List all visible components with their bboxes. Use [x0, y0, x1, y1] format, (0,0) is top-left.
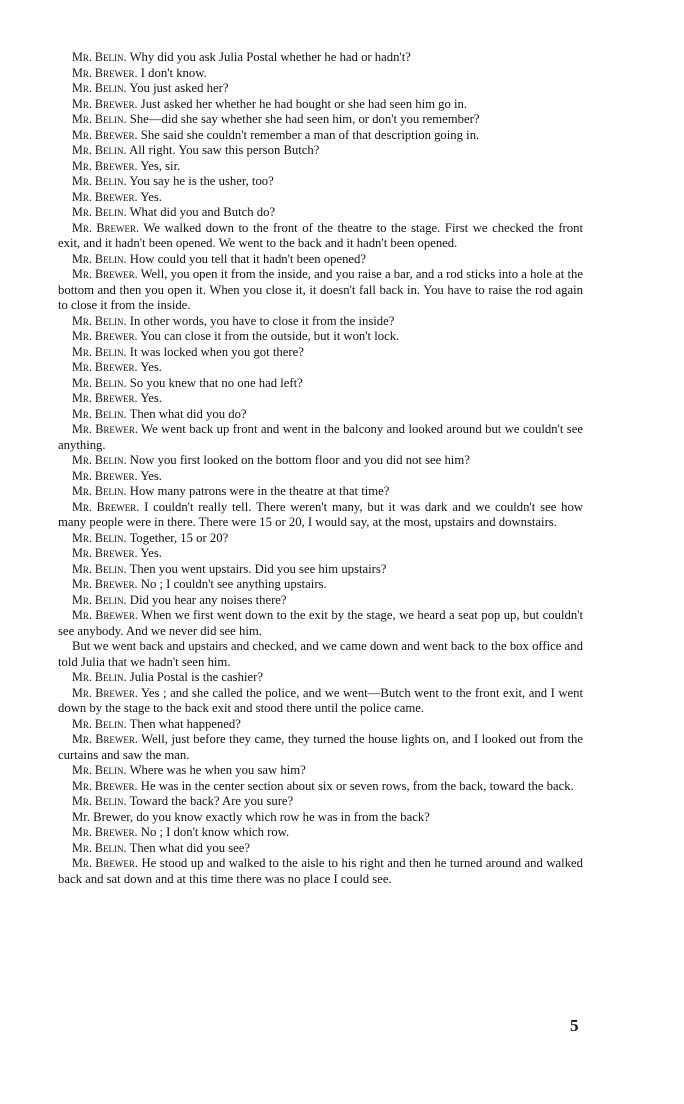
speaker-name: Mr. Brewer. [72, 856, 138, 870]
speaker-name: Mr. Brewer. [72, 391, 138, 405]
testimony-paragraph [58, 221, 583, 252]
paragraph-text: He was in the center section about six or seven rows, from the back, toward the back. [140, 778, 574, 793]
testimony-paragraph [58, 825, 583, 841]
speaker-name: Mr. Belin. [72, 81, 127, 95]
speaker-name: Mr. Brewer. [72, 468, 138, 483]
speaker-name: Mr. Belin. [72, 205, 127, 219]
paragraph-text: All right. You saw this person Butch? [129, 143, 320, 157]
testimony-paragraph [58, 639, 583, 670]
paragraph-text: Just asked her whether he had bought or she had seen him go in. [140, 96, 468, 111]
speaker-name: Mr. Belin. [72, 530, 127, 545]
testimony-paragraph [58, 143, 583, 159]
speaker-name: Mr. Brewer. [72, 825, 138, 839]
speaker-name: Mr. Brewer. [72, 267, 138, 281]
paragraph-text: But we went back and upstairs and checked, and we came down and went back to the box office and told Julia that we hadn't seen him. [58, 639, 583, 669]
speaker-name: Mr. Brewer. [72, 329, 138, 343]
testimony-paragraph [58, 484, 583, 500]
paragraph-text: So you knew that no one had left? [129, 375, 303, 390]
testimony-paragraph [58, 97, 583, 113]
testimony-paragraph [58, 577, 583, 593]
speaker-name: Mr. Brewer. [72, 685, 138, 700]
paragraph-text: You can close it from the outside, but it won't lock. [140, 329, 400, 343]
testimony-paragraph [58, 717, 583, 733]
speaker-name: Mr. Belin. [72, 174, 127, 188]
paragraph-text: Then you went upstairs. Did you see him upstairs? [129, 561, 387, 576]
testimony-paragraph [58, 360, 583, 376]
speaker-name: Mr. Brewer. [72, 96, 138, 111]
paragraph-text: He stood up and walked to the aisle to his right and then he turned around and walked back and sat down and at this time there was no place I could see. [58, 856, 584, 886]
testimony-paragraph [58, 66, 583, 82]
speaker-name: Mr. Brewer. [72, 422, 138, 436]
speaker-name: Mr. Brewer. [72, 220, 140, 235]
paragraph-text: When we first went down to the exit by the stage, we heard a seat pop up, but couldn't see anybody. And we never did see him. [58, 608, 583, 638]
speaker-name: Mr. Belin. [72, 50, 127, 64]
testimony-paragraph [58, 500, 583, 531]
speaker-name: Mr. Brewer. [72, 778, 138, 793]
speaker-name: Mr. Brewer. [72, 732, 138, 746]
paragraph-text: Mr. Brewer, do you know exactly which row he was in from the back? [72, 809, 430, 824]
paragraph-text: Did you hear any noises there? [129, 592, 287, 607]
testimony-paragraph [58, 50, 583, 66]
speaker-name: Mr. Belin. [72, 561, 127, 576]
paragraph-text: Now you first looked on the bottom floor and you did not see him? [129, 453, 470, 467]
paragraph-text: It was locked when you got there? [129, 344, 304, 359]
paragraph-text: How could you tell that it hadn't been opened? [129, 251, 367, 266]
paragraph-text: I couldn't really tell. There weren't many, but it was dark and we couldn't see how many people were in there. There were 15 or 20, I would say, at the most, upstairs and downstairs. [58, 499, 584, 529]
paragraph-text: Well, just before they came, they turned the house lights on, and I looked out from the curtains and saw the man. [58, 732, 583, 762]
speaker-name: Mr. Belin. [72, 794, 127, 808]
speaker-name: Mr. Brewer. [72, 127, 138, 142]
paragraph-text: Yes. [140, 360, 162, 374]
paragraph-text: Then what happened? [129, 716, 241, 731]
paragraph-text: Together, 15 or 20? [129, 530, 229, 545]
testimony-paragraph [58, 345, 583, 361]
testimony-paragraph [58, 391, 583, 407]
speaker-name: Mr. Belin. [72, 763, 127, 777]
testimony-paragraph [58, 794, 583, 810]
paragraph-text: No ; I don't know which row. [140, 825, 290, 839]
testimony-paragraph [58, 407, 583, 423]
paragraph-text: You just asked her? [129, 81, 229, 95]
speaker-name: Mr. Belin. [72, 453, 127, 467]
testimony-paragraph [58, 174, 583, 190]
paragraph-text: You say he is the usher, too? [129, 174, 274, 188]
speaker-name: Mr. Belin. [72, 716, 127, 731]
paragraph-text: Why did you ask Julia Postal whether he had or hadn't? [129, 50, 411, 64]
speaker-name: Mr. Belin. [72, 670, 127, 684]
paragraph-text: Julia Postal is the cashier? [129, 670, 263, 684]
paragraph-text: Yes. [140, 546, 162, 560]
testimony-paragraph [58, 686, 583, 717]
testimony-paragraph [58, 732, 583, 763]
speaker-name: Mr. Belin. [72, 375, 127, 390]
speaker-name: Mr. Brewer. [72, 158, 138, 173]
speaker-name: Mr. Belin. [72, 112, 127, 126]
testimony-paragraph [58, 314, 583, 330]
speaker-name: Mr. Belin. [72, 313, 127, 328]
paragraph-text: We walked down to the front of the theatre to the stage. First we checked the front exit, and it hadn't been opened. We went to the back and it hadn't been opened. [58, 220, 583, 250]
testimony-paragraph [58, 562, 583, 578]
paragraph-text: I don't know. [140, 65, 207, 80]
testimony-paragraph [58, 608, 583, 639]
speaker-name: Mr. Brewer. [72, 65, 138, 80]
page-number: 5 [570, 1016, 579, 1035]
paragraph-text: Well, you open it from the inside, and you raise a bar, and a rod sticks into a hole at the bottom and then you open it. When you close it, it doesn't fall back in. You have to raise the rod again to close it from the inside. [58, 267, 583, 312]
testimony-paragraph [58, 81, 583, 97]
testimony-paragraph [58, 856, 583, 887]
testimony-paragraph [58, 841, 583, 857]
testimony-paragraph [58, 190, 583, 206]
testimony-paragraph [58, 422, 583, 453]
paragraph-text: What did you and Butch do? [129, 205, 276, 219]
testimony-paragraph [58, 670, 583, 686]
paragraph-text: Where was he when you saw him? [129, 763, 306, 777]
speaker-name: Mr. Belin. [72, 344, 127, 359]
speaker-name: Mr. Belin. [72, 484, 127, 498]
testimony-paragraph [58, 205, 583, 221]
paragraph-text: Yes ; and she called the police, and we went—Butch went to the front exit, and I went down by the stage to the back exit and stood there until the police came. [58, 685, 584, 715]
testimony-paragraph [58, 469, 583, 485]
paragraph-text: Yes. [140, 468, 162, 483]
testimony-paragraph [58, 531, 583, 547]
testimony-transcript [58, 50, 583, 887]
paragraph-text: No ; I couldn't see anything upstairs. [140, 577, 327, 591]
speaker-name: Mr. Brewer. [72, 608, 138, 622]
testimony-paragraph [58, 252, 583, 268]
testimony-paragraph [58, 763, 583, 779]
speaker-name: Mr. Brewer. [72, 577, 138, 591]
testimony-paragraph [58, 329, 583, 345]
paragraph-text: Yes. [140, 391, 162, 405]
paragraph-text: Yes, sir. [140, 158, 181, 173]
testimony-paragraph [58, 593, 583, 609]
paragraph-text: In other words, you have to close it from the inside? [129, 313, 395, 328]
paragraph-text: She—did she say whether she had seen him, or don't you remember? [129, 112, 480, 126]
paragraph-text: She said she couldn't remember a man of that description going in. [140, 127, 480, 142]
speaker-name: Mr. Brewer. [72, 189, 138, 204]
paragraph-text: Then what did you do? [129, 406, 247, 421]
speaker-name: Mr. Belin. [72, 143, 127, 157]
paragraph-text: Then what did you see? [129, 840, 251, 855]
testimony-paragraph [58, 112, 583, 128]
speaker-name: Mr. Brewer. [72, 546, 138, 560]
speaker-name: Mr. Brewer. [72, 360, 138, 374]
speaker-name: Mr. Belin. [72, 592, 127, 607]
speaker-name: Mr. Brewer. [72, 499, 140, 514]
paragraph-text: Toward the back? Are you sure? [129, 794, 294, 808]
testimony-paragraph [58, 546, 583, 562]
testimony-paragraph [58, 779, 583, 795]
testimony-paragraph [58, 376, 583, 392]
testimony-paragraph [58, 267, 583, 314]
paragraph-text: We went back up front and went in the balcony and looked around but we couldn't see anything. [58, 422, 584, 452]
speaker-name: Mr. Belin. [72, 840, 127, 855]
speaker-name: Mr. Belin. [72, 251, 127, 266]
paragraph-text: How many patrons were in the theatre at that time? [129, 484, 390, 498]
testimony-paragraph [58, 128, 583, 144]
testimony-paragraph [58, 159, 583, 175]
testimony-paragraph [58, 453, 583, 469]
testimony-paragraph [58, 810, 583, 826]
paragraph-text: Yes. [140, 189, 162, 204]
speaker-name: Mr. Belin. [72, 406, 127, 421]
